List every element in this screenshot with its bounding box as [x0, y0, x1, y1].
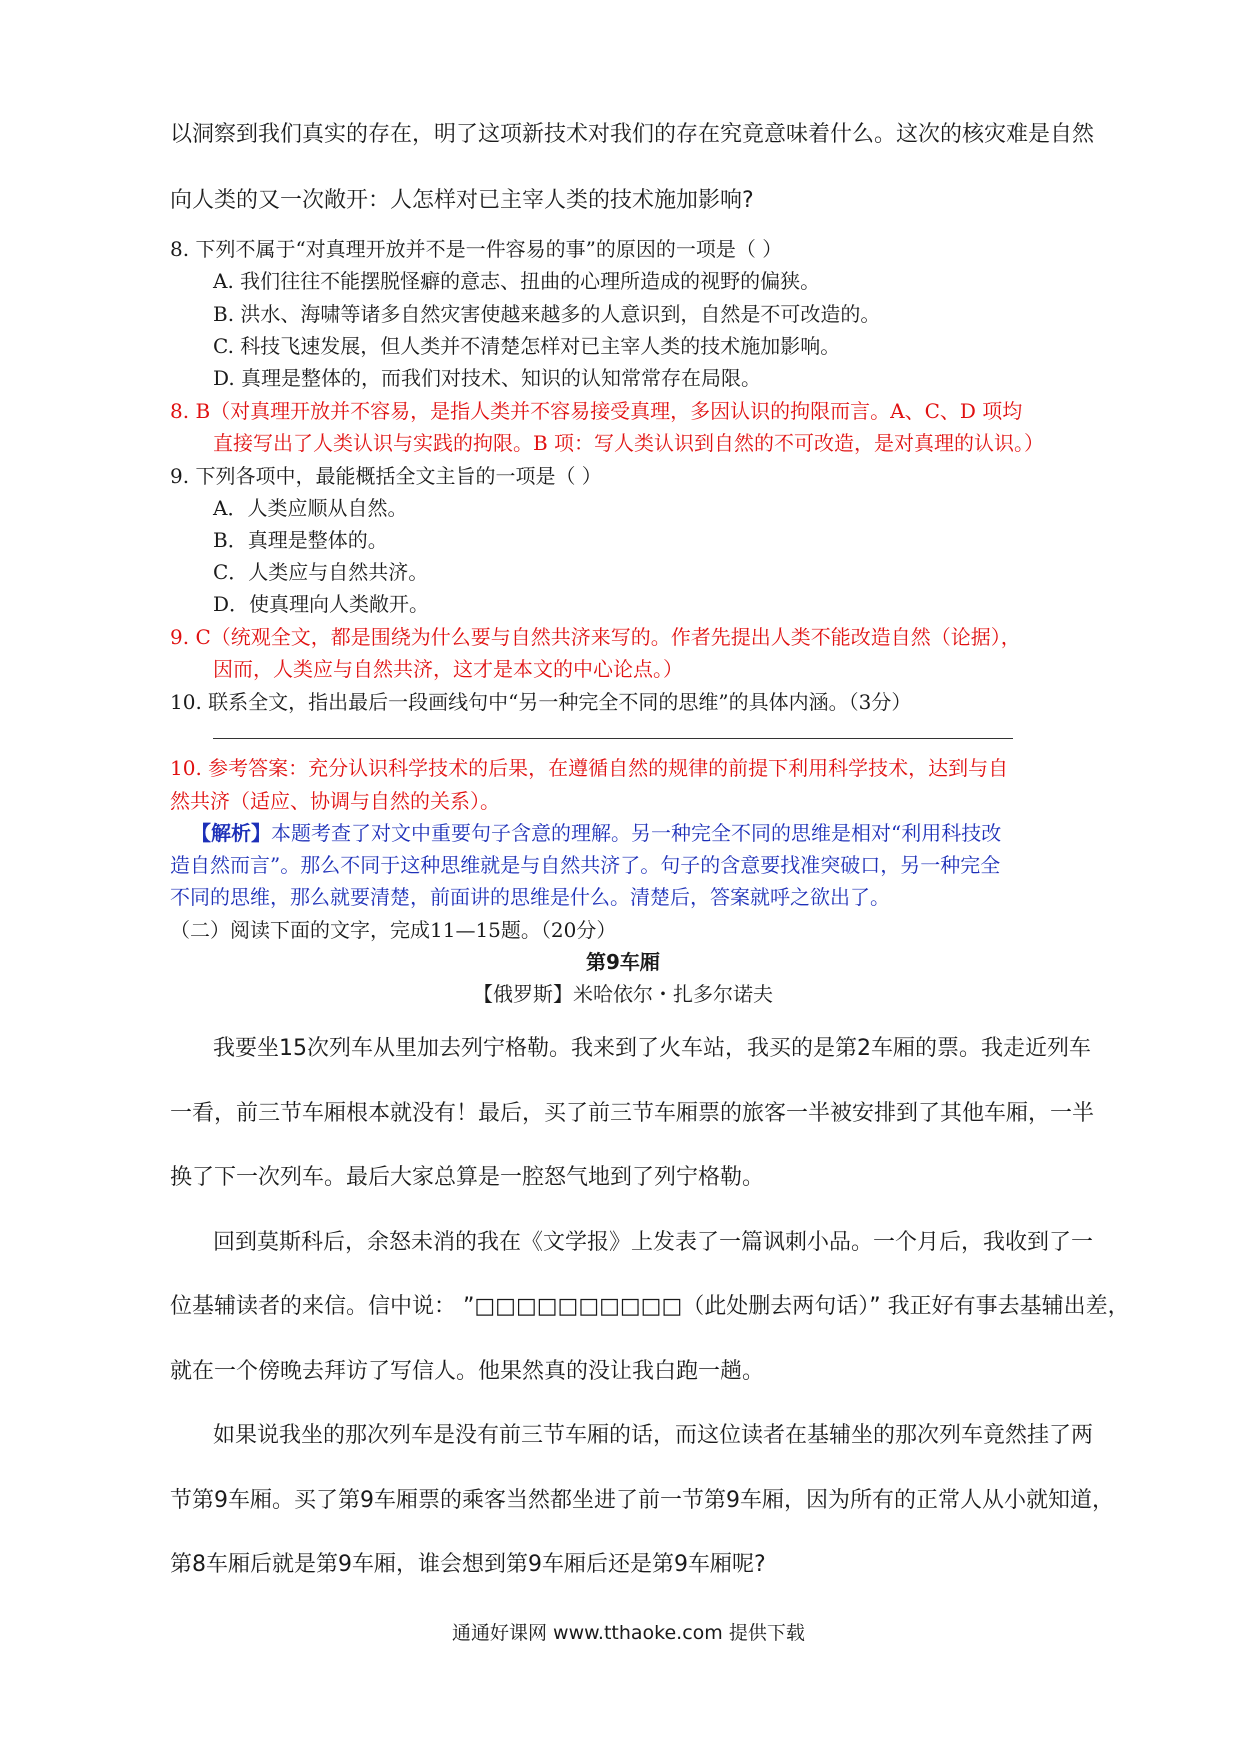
question-10-answer-cont: 然共济（适应、协调与自然的关系）。 — [170, 789, 500, 813]
story-line: 一看，前三节车厢根本就没有！最后，买了前三节车厢票的旅客一半被安排到了其他车厢，一半 — [170, 1101, 1095, 1126]
question-9-answer: 9. C（统观全文，都是围绕为什么要与自然共济来写的。作者先提出人类不能改造自然（论据）， — [170, 625, 1021, 649]
question-8-option-c: C. 科技飞速发展，但人类并不清楚怎样对已主宰人类的技术施加影响。 — [213, 334, 841, 358]
question-8-answer: 8. B（对真理开放并不容易，是指人类并不容易接受真理，多因认识的拘限而言。A、C、D 项均 — [170, 399, 1023, 423]
explanation-text: 本题考查了对文中重要句子含意的理解。另一种完全不同的思维是相对“利用科技改 — [271, 821, 1002, 845]
passage-line: 以洞察到我们真实的存在，明了这项新技术对我们的存在究竟意味着什么。这次的核灾难是自然 — [170, 122, 1095, 147]
question-8-option-b: B. 洪水、海啸等诸多自然灾害使越来越多的人意识到，自然是不可改造的。 — [213, 302, 881, 326]
story-author: 【俄罗斯】米哈依尔・扎多尔诺夫 — [473, 982, 773, 1006]
question-10-explanation-cont: 不同的思维，那么就要清楚，前面讲的思维是什么。清楚后，答案就呼之欲出了。 — [170, 885, 890, 909]
page-footer: 通通好课网 www.tthaoke.com 提供下载 — [452, 1622, 805, 1644]
section-heading: （二）阅读下面的文字，完成11—15题。（20分） — [170, 918, 617, 942]
passage-line: 向人类的又一次敞开：人怎样对已主宰人类的技术施加影响? — [170, 188, 754, 213]
question-9-option-a: A．人类应顺从自然。 — [213, 496, 408, 520]
story-line: 就在一个傍晚去拜访了写信人。他果然真的没让我白跑一趟。 — [170, 1359, 765, 1384]
story-line: 如果说我坐的那次列车是没有前三节车厢的话，而这位读者在基辅坐的那次列车竟然挂了两 — [213, 1423, 1094, 1448]
story-line: 第8车厢后就是第9车厢，谁会想到第9车厢后还是第9车厢呢? — [170, 1552, 766, 1577]
question-9-option-b: B．真理是整体的。 — [213, 528, 388, 552]
question-8-option-a: A. 我们往往不能摆脱怪癖的意志、扭曲的心理所造成的视野的偏狭。 — [213, 269, 821, 293]
question-9-stem: 9. 下列各项中，最能概括全文主旨的一项是（ ） — [170, 464, 602, 488]
question-9-option-c: C．人类应与自然共济。 — [213, 560, 429, 584]
answer-blank-line — [213, 738, 1013, 739]
story-line: 回到莫斯科后，余怒未消的我在《文学报》上发表了一篇讽刺小品。一个月后，我收到了一 — [213, 1230, 1094, 1255]
story-line: 位基辅读者的来信。信中说： ”□□□□□□□□□□（此处删去两句话）” 我正好有事去基辅出差， — [170, 1294, 1130, 1319]
question-9-option-d: D．使真理向人类敞开。 — [213, 592, 430, 616]
story-title: 第9车厢 — [586, 950, 660, 974]
explanation-tag: 【解析】 — [191, 821, 271, 845]
story-line: 节第9车厢。买了第9车厢票的乘客当然都坐进了前一节第9车厢，因为所有的正常人从小就知道， — [170, 1488, 1114, 1513]
question-8-answer-cont: 直接写出了人类认识与实践的拘限。B 项：写人类认识到自然的不可改造，是对真理的认识。） — [213, 431, 1045, 455]
question-9-answer-cont: 因而，人类应与自然共济，这才是本文的中心论点。） — [213, 657, 683, 681]
question-10-explanation — [191, 817, 1001, 846]
story-line: 换了下一次列车。最后大家总算是一腔怒气地到了列宁格勒。 — [170, 1165, 765, 1190]
question-10-stem: 10. 联系全文，指出最后一段画线句中“另一种完全不同的思维”的具体内涵。（3分） — [170, 690, 912, 714]
question-8-option-d: D. 真理是整体的，而我们对技术、知识的认知常常存在局限。 — [213, 366, 762, 390]
question-10-answer: 10. 参考答案：充分认识科学技术的后果，在遵循自然的规律的前提下利用科学技术，达到与自 — [170, 756, 1009, 780]
story-line: 我要坐15次列车从里加去列宁格勒。我来到了火车站，我买的是第2车厢的票。我走近列车 — [213, 1036, 1091, 1061]
question-10-explanation-cont: 造自然而言”。那么不同于这种思维就是与自然共济了。句子的含意要找准突破口，另一种完全 — [170, 853, 1001, 877]
question-8-stem: 8. 下列不属于“对真理开放并不是一件容易的事”的原因的一项是（ ） — [170, 237, 783, 261]
